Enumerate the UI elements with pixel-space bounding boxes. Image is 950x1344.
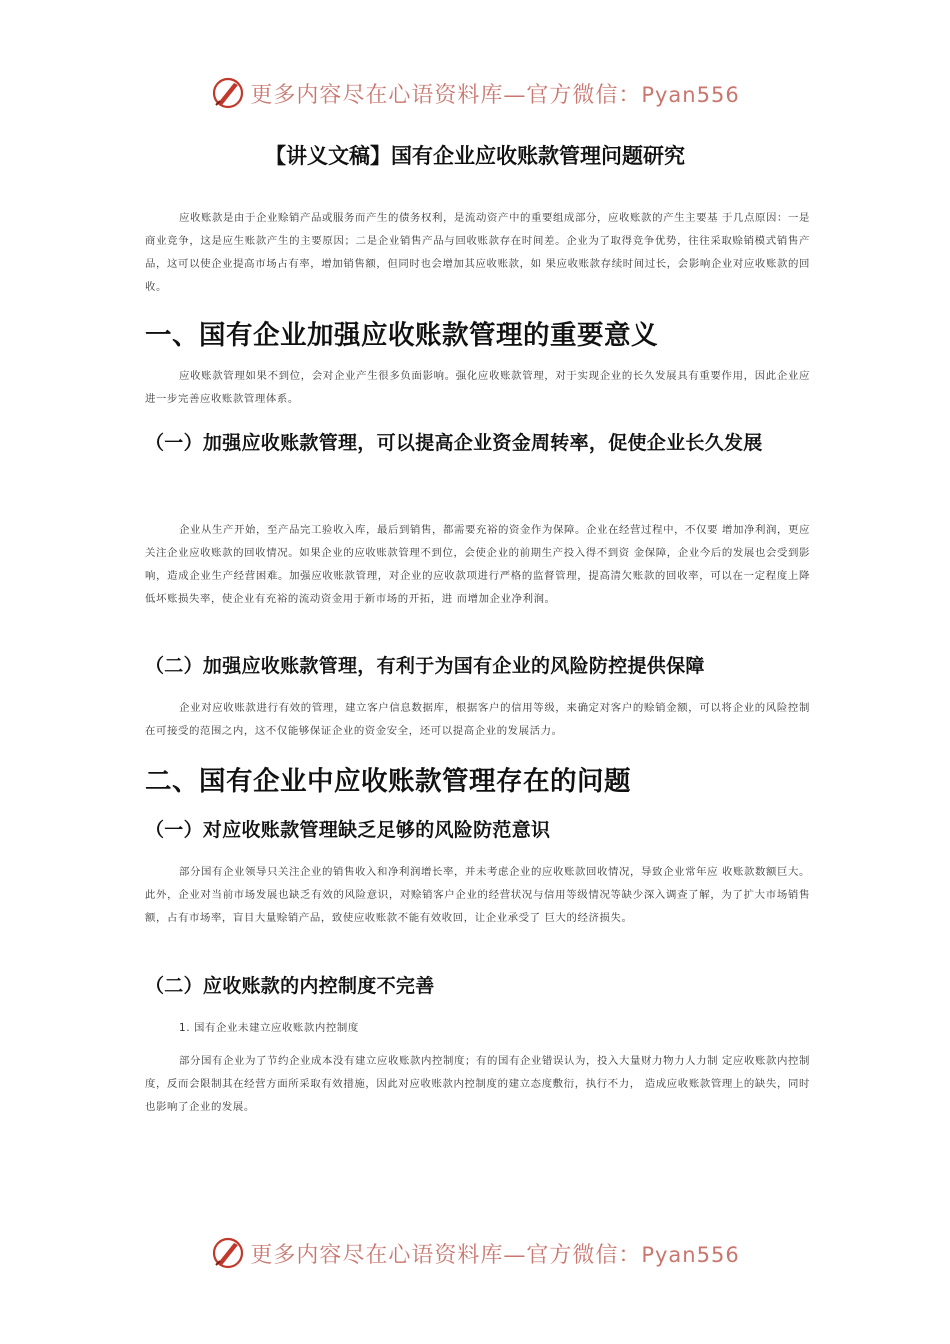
section2-sub1-heading: （一）对应收账款管理缺乏足够的风险防范意识	[145, 819, 551, 841]
watermark-wechat-id: Pyan556	[641, 1242, 740, 1267]
footer-watermark	[0, 1233, 950, 1273]
watermark-main-text: 更多内容尽在心语资料库—官方微信：	[250, 82, 642, 108]
section2-sub2-heading: （二）应收账款的内控制度不完善	[145, 975, 435, 997]
section1-sub1-body: 企业从生产开始，至产品完工验收入库，最后到销售，都需要充裕的资金作为保障。企业在经营过程中，不仅要 增加净利润，更应关注企业应收账款的回收情况。如果企业的应收账款管理不到位，会使企业的前期生产投入得不到资 金保障，企业今后的发展也会受到影响，造成企业生产经营困难。加强应收账款管理，对企业的应收款项进行严格的监督管理，提高清欠账款的回收率，可以在一定程度上降低坏账损失率，使企业有充裕的流动资金用于新市场的开拓，进 而增加企业净利润。	[145, 524, 810, 605]
section1-sub2-heading: （二）加强应收账款管理，有利于为国有企业的风险防控提供保障	[145, 655, 705, 677]
quill-pen-logo-icon	[210, 1235, 246, 1271]
section2-heading: 二、国有企业中应收账款管理存在的问题	[145, 766, 631, 797]
section2-sub2-item1-title: 1. 国有企业未建立应收账款内控制度	[179, 1022, 359, 1034]
section1-sub1-heading: （一）加强应收账款管理，可以提高企业资金周转率，促使企业长久发展	[145, 432, 763, 454]
header-watermark	[0, 73, 950, 113]
section1-intro: 应收账款管理如果不到位，会对企业产生很多负面影响。强化应收账款管理，对于实现企业的长久发展具有重要作用，因此企业应进一步完善应收账款管理体系。	[145, 370, 810, 405]
watermark-text	[250, 78, 739, 109]
quill-pen-logo-icon	[210, 75, 246, 111]
watermark-text	[250, 1238, 739, 1269]
section2-sub2-item1-body: 部分国有企业为了节约企业成本没有建立应收账款内控制度；有的国有企业错误认为，投入大量财力物力人力制 定应收账款内控制度，反而会限制其在经营方面所采取有效措施，因此对应收账款内控制度的建立态度敷衍，执行不力， 造成应收账款管理上的缺失，同时也影响了企业的发展。	[145, 1055, 810, 1113]
document-title: 【讲义文稿】国有企业应收账款管理问题研究	[265, 144, 685, 168]
intro-paragraph: 应收账款是由于企业赊销产品或服务而产生的债务权利，是流动资产中的重要组成部分，应收账款的产生主要基 于几点原因：一是商业竞争，这是应生账款产生的主要原因；二是企业销售产品与回收账款存在时间差。企业为了取得竞争优势，往往采取赊销模式销售产品，这可以使企业提高市场占有率，增加销售额，但同时也会增加其应收账款，如 果应收账款存续时间过长，会影响企业对应收账款的回收。	[145, 212, 810, 293]
section2-sub1-body: 部分国有企业领导只关注企业的销售收入和净利润增长率，并未考虑企业的应收账款回收情况，导致企业常年应 收账款数额巨大。此外，企业对当前市场发展也缺乏有效的风险意识，对赊销客户企业的经营状况与信用等级情况等缺少深入调查了解，为了扩大市场销售额，占有市场率，盲目大量赊销产品，致使应收账款不能有效收回，让企业承受了 巨大的经济损失。	[145, 866, 810, 924]
watermark-wechat-id: Pyan556	[641, 82, 740, 107]
section1-sub2-body: 企业对应收账款进行有效的管理，建立客户信息数据库，根据客户的信用等级，来确定对客户的赊销金额，可以将企业的风险控制在可接受的范围之内，这不仅能够保证企业的资金安全，还可以提高企业的发展活力。	[145, 702, 810, 737]
section1-heading: 一、国有企业加强应收账款管理的重要意义	[145, 320, 658, 351]
watermark-main-text: 更多内容尽在心语资料库—官方微信：	[250, 1242, 642, 1268]
